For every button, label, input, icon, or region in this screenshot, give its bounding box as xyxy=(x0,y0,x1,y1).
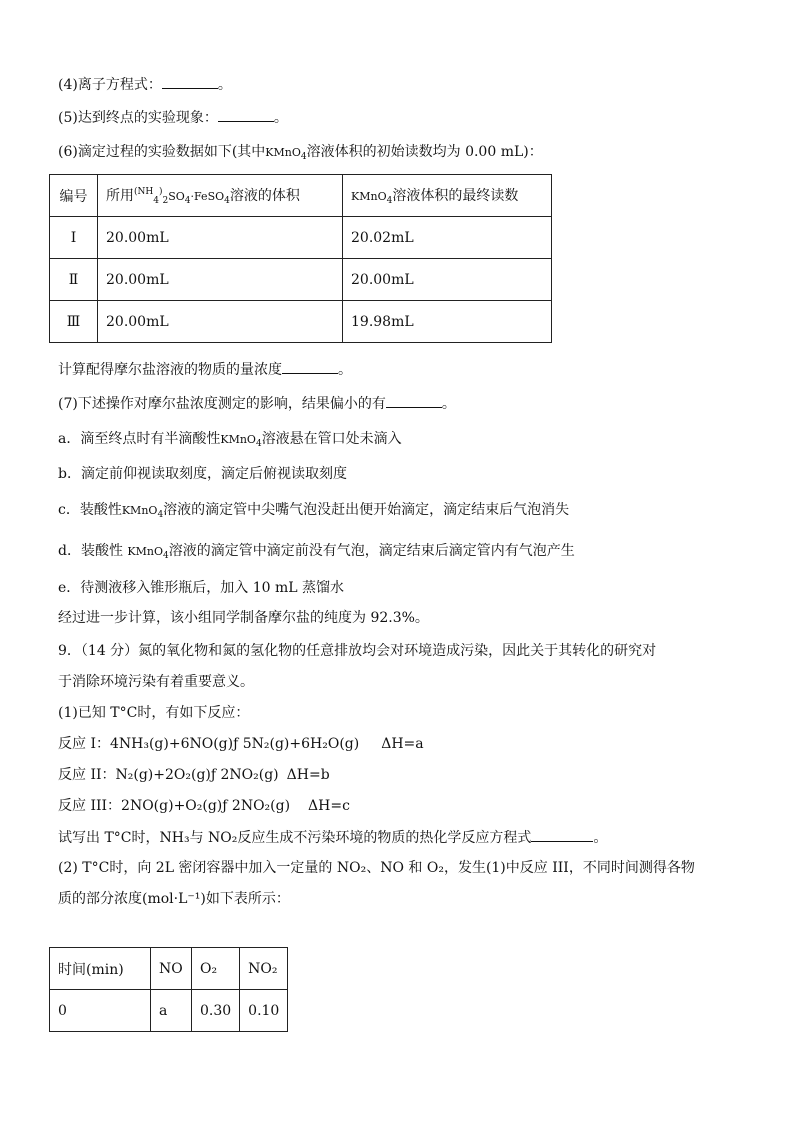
reaction-3: 反应 III：2NO(g)+O₂(g)ƒ 2NO₂(g) ΔH=c xyxy=(58,798,350,814)
thermo-equation-question: 试写出 T°C时，NH₃与 NO₂反应生成不污染环境的物质的热化学反应方程式 。 xyxy=(58,827,607,848)
row-volume: 20.00mL xyxy=(98,259,343,301)
table-row xyxy=(50,990,288,1032)
calc-question: 计算配得摩尔盐溶液的物质的量浓度 。 xyxy=(58,359,352,380)
header-cell-no2: NO₂ xyxy=(240,948,288,990)
table-header-row xyxy=(50,948,288,990)
question-5: (5)达到终点的实验现象： 。 xyxy=(58,107,288,128)
row-reading: 20.00mL xyxy=(343,259,552,301)
row-reading: 20.02mL xyxy=(343,217,552,259)
answer-blank[interactable] xyxy=(162,74,218,89)
question-9-line-2: 于消除环境污染有着重要意义。 xyxy=(58,674,254,690)
header-cell-id: 编号 xyxy=(50,175,98,217)
header-cell-o2: O₂ xyxy=(192,948,240,990)
option-c: c．装酸性KMnO$_4$溶液的滴定管中尖嘴气泡没赶出便开始滴定，滴定结束后气泡消失 xyxy=(58,502,570,520)
header-cell-volume: 所用$^{(NH}_4^)_2SO_4\cdot FeSO_4$溶液的体积 xyxy=(98,175,343,217)
question-7: (7)下述操作对摩尔盐浓度测定的影响，结果偏小的有 。 xyxy=(58,393,456,414)
header-cell-final-reading: KMnO$_4$溶液体积的最终读数 xyxy=(343,175,552,217)
row-id: Ⅲ xyxy=(50,301,98,343)
titration-data-table xyxy=(49,174,552,343)
option-d: d．装酸性 KMnO$_4$溶液的滴定管中滴定前没有气泡，滴定结束后滴定管内有气泡产生 xyxy=(58,543,575,561)
table-header-row xyxy=(50,175,552,217)
cell-time: 0 xyxy=(50,990,151,1032)
option-a: a．滴至终点时有半滴酸性KMnO$_4$溶液悬在管口处未滴入 xyxy=(58,431,402,449)
table-row xyxy=(50,259,552,301)
row-id: Ⅱ xyxy=(50,259,98,301)
purity-statement: 经过进一步计算，该小组同学制备摩尔盐的纯度为 92.3%。 xyxy=(58,610,429,626)
row-volume: 20.00mL xyxy=(98,217,343,259)
answer-blank[interactable] xyxy=(386,393,442,408)
header-cell-no: NO xyxy=(151,948,192,990)
cell-o2: 0.30 xyxy=(192,990,240,1032)
table-row xyxy=(50,301,552,343)
answer-blank[interactable] xyxy=(531,827,593,842)
row-id: Ⅰ xyxy=(50,217,98,259)
answer-blank[interactable] xyxy=(218,107,274,122)
reaction-1: 反应 I：4NH₃(g)+6NO(g)ƒ 5N₂(g)+6H₂O(g) ΔH=a xyxy=(58,736,424,752)
concentration-table xyxy=(49,947,288,1032)
cell-no2: 0.10 xyxy=(240,990,288,1032)
header-cell-time: 时间(min) xyxy=(50,948,151,990)
option-e: e．待测液移入锥形瓶后，加入 10 mL 蒸馏水 xyxy=(58,580,345,596)
question-6: (6)滴定过程的实验数据如下(其中KMnO$_4$溶液体积的初始读数均为 0.00 mL)： xyxy=(58,144,543,162)
table-row xyxy=(50,217,552,259)
answer-blank[interactable] xyxy=(282,359,338,374)
question-4: (4)离子方程式： 。 xyxy=(58,74,232,95)
option-b: b．滴定前仰视读取刻度，滴定后俯视读取刻度 xyxy=(58,466,347,482)
row-volume: 20.00mL xyxy=(98,301,343,343)
question-9-part-2-line-2: 质的部分浓度(mol·L⁻¹)如下表所示： xyxy=(58,891,290,907)
row-reading: 19.98mL xyxy=(343,301,552,343)
reaction-2: 反应 II：N₂(g)+2O₂(g)ƒ 2NO₂(g) ΔH=b xyxy=(58,767,330,783)
question-9-line-1: 9．（14 分）氮的氧化物和氮的氢化物的任意排放均会对环境造成污染，因此关于其转化的研究对 xyxy=(58,643,657,659)
cell-no: a xyxy=(151,990,192,1032)
question-9-part-2-line-1: (2) T°C时，向 2L 密闭容器中加入一定量的 NO₂、NO 和 O₂，发生(1)中反应 III，不同时间测得各物 xyxy=(58,860,695,876)
question-9-part-1: (1)已知 T°C时，有如下反应： xyxy=(58,705,250,721)
